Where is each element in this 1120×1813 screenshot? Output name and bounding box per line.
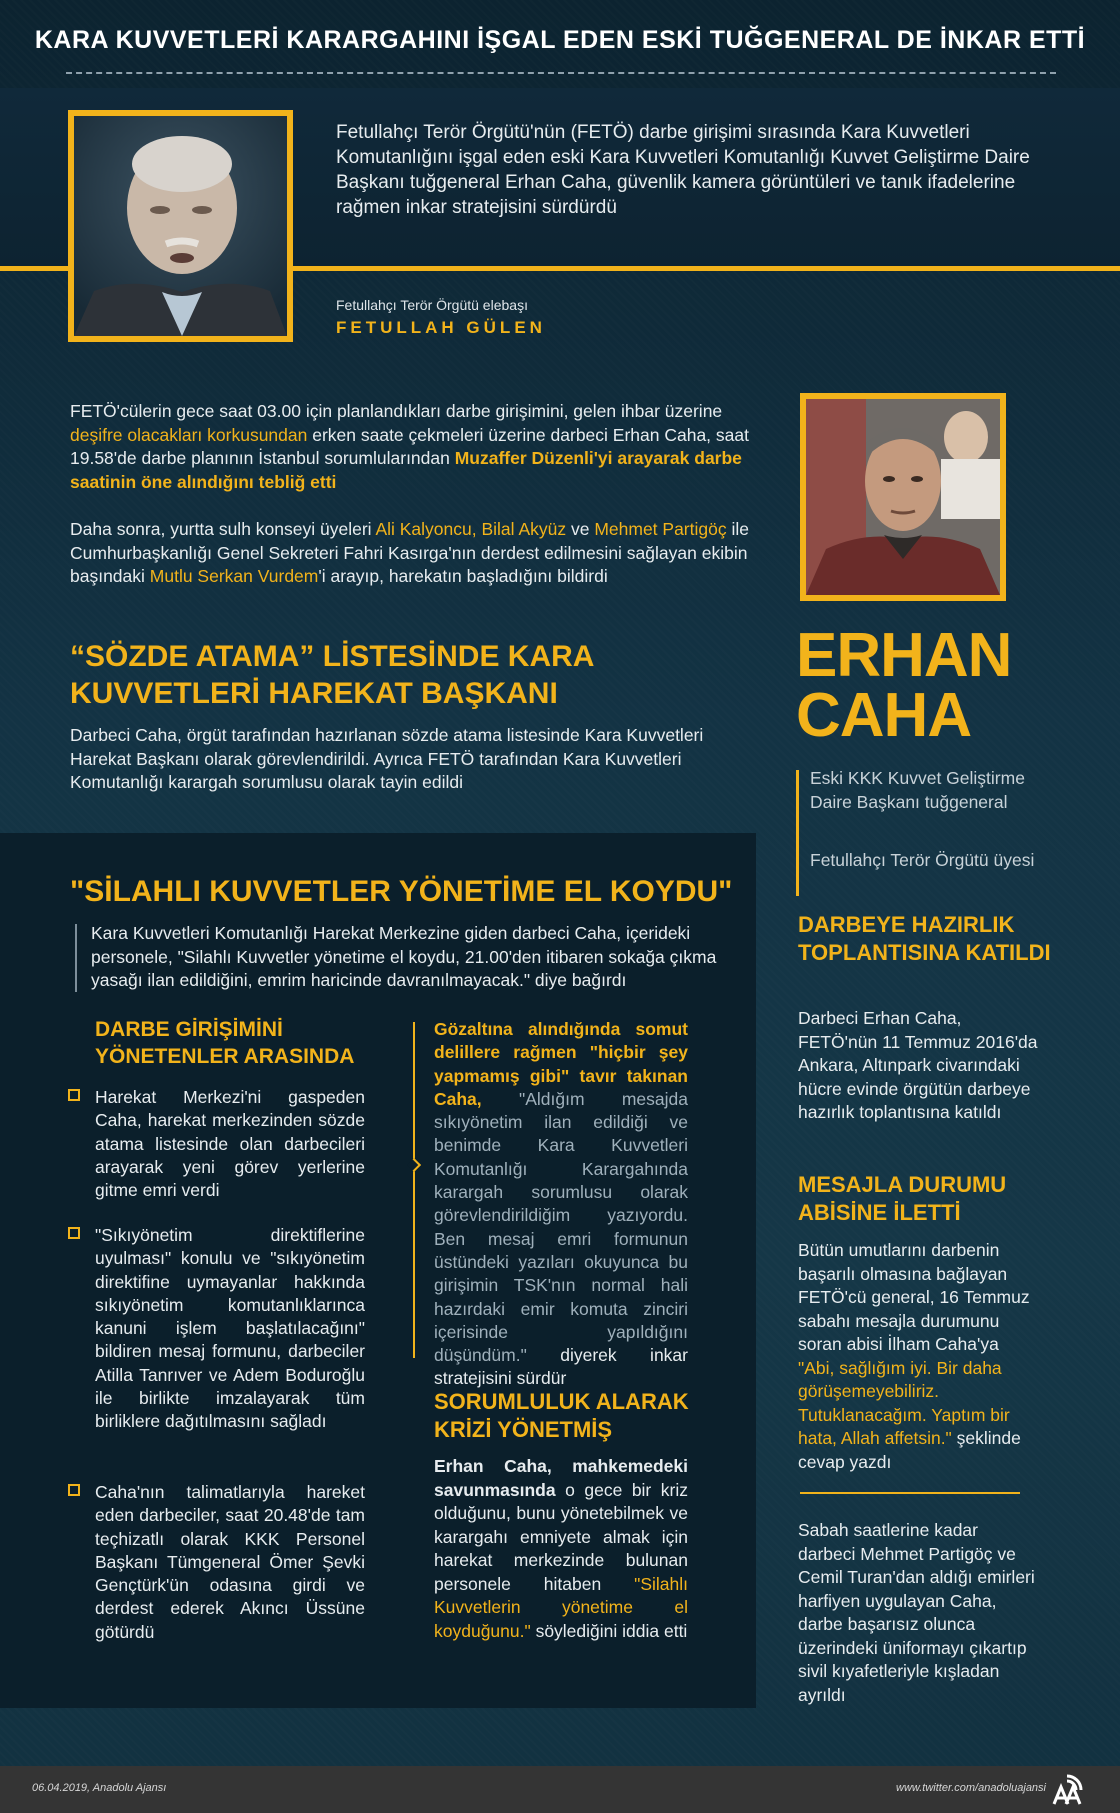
quote: "Aldığım mesajda sıkıyönetim ilan edildiği ve benimde Kara Kuvvetleri Komutanlığı Karargahında karargah sorumlusu olarak görevlendirildiğim yazıyordu. Ben mesaj emri formunun üstündeki yazıları okuyunca bu girişimin TSK'nın normal hali hazırdaki emir komuta zinciri içerisinde yapıldığını düşündüm." [434,1088,688,1366]
headline: KARA KUVVETLERİ KARARGAHINI İŞGAL EDEN ESKİ TUĞGENERAL DE İNKAR ETTİ [34,26,1086,54]
paragraph-sorumluluk [434,1455,688,1643]
portrait-caption-name: FETULLAH GÜLEN [336,318,546,337]
portrait-caha-image [806,399,1000,595]
portrait-fetullah-gulen [68,110,293,342]
paragraph-silahli-kuvvetler: Kara Kuvvetleri Komutanlığı Harekat Merkezine giden darbeci Caha, içerideki personele, "Silahlı Kuvvetler yönetime el koydu, 21.00'den itibaren sokağa çıkma yasağı ilan edildiğini, emrim haricinde davranılmayacak." diye bağırdı [91,923,717,990]
middle-accent-bar [413,1022,415,1358]
text: erken saate çekmeleri üzerine darbeci Erhan Caha, saat 19.58'de darbe planının İstanbul sorumlularından [70,424,749,468]
profile-name-line: ERHAN [796,621,1012,690]
paragraph-yurtta-sulh [70,518,760,589]
highlight: Ali Kalyoncu, Bilal Akyüz [375,519,567,539]
paragraph-hazirlik: Darbeci Erhan Caha, FETÖ'nün 11 Temmuz 2016'da Ankara, Altınpark civarındaki hücre evinde örgütün darbeye hazırlık toplantısına katıldı [798,1008,1038,1122]
bullet-square-icon [68,1227,80,1239]
section-title-darbe-girisimi: DARBE GİRİŞİMİNİ YÖNETENLER ARASINDA [95,1018,355,1068]
section-title-sorumluluk: SORUMLULUK ALARAK KRİZİ YÖNETMİŞ [434,1389,689,1442]
portrait-erhan-caha [800,393,1006,601]
text: FETÖ'cülerin gece saat 03.00 için planlandıkları darbe girişimini, gelen ihbar üzerine [70,401,723,421]
text: ve [566,519,595,539]
text: Bütün umutlarını darbenin başarılı olmasına bağlayan FETÖ'cü general, 16 Temmuz sabahı mesajla durumunu soran abisi İlham Caha'ya [798,1240,1030,1354]
highlight: deşifre olacakları korkusundan [70,424,308,445]
right-divider [800,1492,1020,1494]
profile-name-line: CAHA [796,681,972,750]
text: diyerek inkar stratejisini sürdür [434,1345,688,1389]
quote: "Abi, sağlığım iyi. Bir daha görüşemeyebiliriz. Tutuklanacağım. Yaptım bir hata, Allah affetsin." [798,1357,1010,1448]
paragraph-sabah: Sabah saatlerine kadar darbeci Mehmet Partigöç ve Cemil Turan'dan aldığı emirleri harfiyen uygulayan Caha, darbe başarısız olunca üzerindeki üniformayı çıkartıp sivil kıyafetleriyle kışladan ayrıldı [798,1520,1035,1705]
profile-role: Eski KKK Kuvvet Geliştirme Daire Başkanı tuğgeneral [810,768,1025,812]
intro-text: Fetullahçı Terör Örgütü'nün (FETÖ) darbe girişimi sırasında Kara Kuvvetleri Komutanlığını işgal eden eski Kara Kuvvetleri Komutanlığı Kuvvet Geliştirme Daire Başkanı tuğgeneral Erhan Caha, güvenlik kamera görüntüleri ve tanık ifadelerine rağmen inkar stratejisini sürdürdü [336,122,1030,218]
text: şeklinde cevap yazdı [798,1428,1021,1472]
text: o gece bir kriz olduğunu, bunu yönetebilmek ve karargahı emniyete almak için harekat merkezinde bulunan personele hitaben [434,1479,688,1594]
paragraph-mesaj [798,1239,1038,1474]
section-title-hazirlik: DARBEYE HAZIRLIK TOPLANTISINA KATILDI [798,912,1051,965]
paragraph-darbe-saati [70,400,760,494]
dashed-divider [66,72,1056,74]
quote-bar [75,924,77,992]
portrait-caption-role: Fetullahçı Terör Örgütü elebaşı [336,297,528,313]
text: Daha sonra, yurtta sulh konseyi üyeleri [70,519,376,539]
text: 'i arayıp, harekatın başladığını bildirdi [318,566,608,586]
bullet-square-icon [68,1089,80,1101]
highlight: Muzaffer Düzenli'yi arayarak darbe saatinin öne alındığını tebliğ etti [70,448,742,492]
bullet-square-icon [68,1484,80,1496]
section-title-mesaj: MESAJLA DURUMU ABİSİNE İLETTİ [798,1172,1007,1225]
bullet-item: Caha'nın talimatlarıyla hareket eden darbeciler, saat 20.48'de tam teçhizatlı olarak KKK Personel Başkanı Tümgeneral Ömer Şevki Gençtürk'ün odasına girdi ve derdest ederek Akıncı Üssüne götürdü [95,1482,365,1642]
text: ile Cumhurbaşkanlığı Genel Sekreteri Fahri Kasırga'nın derdest edilmesini sağlayan ekibin başındaki [70,519,749,586]
paragraph-sozde-atama: Darbeci Caha, örgüt tarafından hazırlanan sözde atama listesinde Kara Kuvvetleri Harekat Başkanı olarak görevlendirildi. Ayrıca FETÖ tarafından Kara Kuvvetleri Komutanlığı karargah sorumlusu olarak tayin edildi [70,725,704,792]
profile-name [796,621,1096,750]
footer-date: 06.04.2019, Anadolu Ajansı [32,1782,167,1794]
bullet-item: "Sıkıyönetim direktiflerine uyulması" konulu ve "sıkıyönetim direktifine uymayanlar hakkında sıkıyönetim komutanlıklarınca kanuni işlem başlatılacağını" bildiren mesaj formunu, darbeciler Atilla Tanrıver ve Adem Boduroğlu ile birlikte imzalayarak tüm birliklere dağıtılmasını sağladı [95,1225,365,1432]
lead: Gözaltına alındığında somut delillere rağmen "hiçbir şey yapmamış gibi" tavır takınan Caha, [434,1019,688,1109]
highlight: Mehmet Partigöç [594,519,727,539]
text: söylediğini iddia etti [530,1620,688,1641]
section-title-silahli-kuvvetler: "SİLAHLI KUVVETLER YÖNETİME EL KOYDU" [70,875,733,908]
paragraph-gozalti [434,1018,688,1391]
profile-accent-bar [796,770,799,896]
quote: "Silahlı Kuvvetlerin yönetime el koyduğunu." [434,1573,688,1641]
profile-membership: Fetullahçı Terör Örgütü üyesi [810,850,1035,870]
section-title-sozde-atama: “SÖZDE ATAMA” LİSTESİNDE KARA KUVVETLERİ HAREKAT BAŞKANI [70,640,594,710]
highlight: Mutlu Serkan Vurdem [149,566,319,586]
footer-twitter-link[interactable]: www.twitter.com/anadoluajansi [896,1782,1046,1794]
portrait-gulen-image [74,116,287,336]
bullet-item: Harekat Merkezi'ni gaspeden Caha, harekat merkezinden sözde atama listesinde olan darbecileri arayarak yeni görev yerlerine gitme emri verdi [95,1087,365,1201]
lead: Erhan Caha, mahkemedeki savunmasında [434,1456,688,1500]
anadolu-ajansi-logo-icon [1050,1773,1084,1807]
